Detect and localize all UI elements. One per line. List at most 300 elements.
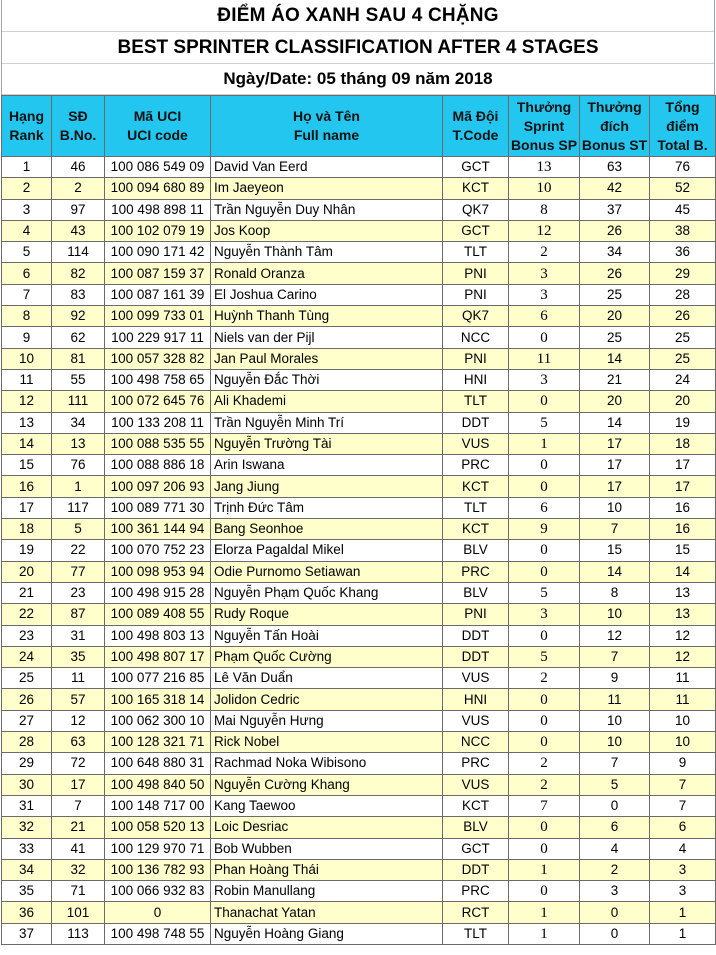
cell-team-code: DDT — [443, 646, 509, 667]
cell-uci-code: 100 089 408 55 — [105, 604, 211, 625]
cell-bonus-sprint: 0 — [509, 327, 580, 348]
table-row — [2, 476, 716, 497]
cell-total: 11 — [650, 689, 716, 710]
cell-team-code: GCT — [443, 838, 509, 859]
table-row — [2, 412, 716, 433]
cell-full-name: Trần Nguyễn Minh Trí — [211, 412, 443, 433]
cell-bib: 21 — [52, 817, 105, 838]
cell-team-code: BLV — [443, 582, 509, 603]
cell-bib: 117 — [52, 497, 105, 518]
table-row — [2, 625, 716, 646]
cell-rank: 7 — [2, 284, 52, 305]
cell-team-code: VUS — [443, 433, 509, 454]
cell-uci-code: 100 066 932 83 — [105, 881, 211, 902]
cell-team-code: TLT — [443, 497, 509, 518]
cell-bib: 17 — [52, 774, 105, 795]
cell-team-code: QK7 — [443, 306, 509, 327]
cell-rank: 9 — [2, 327, 52, 348]
cell-bonus-sprint: 0 — [509, 732, 580, 753]
cell-total: 19 — [650, 412, 716, 433]
col-header-uci: Mã UCI UCI code — [105, 96, 211, 157]
cell-full-name: Nguyễn Cường Khang — [211, 774, 443, 795]
cell-bonus-sprint: 0 — [509, 391, 580, 412]
cell-bonus-stage: 3 — [580, 881, 650, 902]
cell-bonus-stage: 17 — [580, 476, 650, 497]
cell-bib: 57 — [52, 689, 105, 710]
cell-uci-code: 100 498 758 65 — [105, 369, 211, 390]
cell-bonus-stage: 10 — [580, 604, 650, 625]
cell-bib: 32 — [52, 859, 105, 880]
cell-total: 45 — [650, 199, 716, 220]
cell-bib: 43 — [52, 220, 105, 241]
cell-team-code: RCT — [443, 902, 509, 923]
cell-total: 36 — [650, 242, 716, 263]
cell-total: 4 — [650, 838, 716, 859]
cell-total: 76 — [650, 157, 716, 178]
cell-team-code: HNI — [443, 689, 509, 710]
cell-uci-code: 100 498 748 55 — [105, 923, 211, 944]
cell-bonus-sprint: 2 — [509, 774, 580, 795]
cell-team-code: KCT — [443, 519, 509, 540]
cell-uci-code: 100 077 216 85 — [105, 668, 211, 689]
cell-rank: 35 — [2, 881, 52, 902]
cell-bonus-stage: 4 — [580, 838, 650, 859]
cell-full-name: Rick Nobel — [211, 732, 443, 753]
cell-bonus-sprint: 1 — [509, 902, 580, 923]
cell-bonus-sprint: 3 — [509, 284, 580, 305]
cell-team-code: KCT — [443, 178, 509, 199]
cell-bonus-sprint: 3 — [509, 369, 580, 390]
cell-total: 14 — [650, 561, 716, 582]
col-header-bib: SĐ B.No. — [52, 96, 105, 157]
cell-bonus-stage: 2 — [580, 859, 650, 880]
cell-uci-code: 100 129 970 71 — [105, 838, 211, 859]
cell-rank: 25 — [2, 668, 52, 689]
cell-total: 29 — [650, 263, 716, 284]
cell-total: 10 — [650, 710, 716, 731]
cell-total: 17 — [650, 476, 716, 497]
cell-bib: 82 — [52, 263, 105, 284]
table-row — [2, 859, 716, 880]
cell-uci-code: 0 — [105, 902, 211, 923]
cell-bonus-sprint: 5 — [509, 412, 580, 433]
cell-rank: 18 — [2, 519, 52, 540]
table-body — [2, 157, 716, 945]
cell-rank: 24 — [2, 646, 52, 667]
cell-team-code: VUS — [443, 668, 509, 689]
cell-uci-code: 100 086 549 09 — [105, 157, 211, 178]
cell-team-code: PNI — [443, 284, 509, 305]
cell-bonus-stage: 12 — [580, 625, 650, 646]
cell-rank: 2 — [2, 178, 52, 199]
cell-full-name: Bob Wubben — [211, 838, 443, 859]
cell-full-name: Nguyễn Tấn Hoài — [211, 625, 443, 646]
cell-bonus-sprint: 6 — [509, 306, 580, 327]
table-row — [2, 923, 716, 944]
cell-uci-code: 100 098 953 94 — [105, 561, 211, 582]
cell-team-code: BLV — [443, 540, 509, 561]
cell-team-code: VUS — [443, 774, 509, 795]
table-row — [2, 795, 716, 816]
table-row — [2, 178, 716, 199]
cell-bonus-sprint: 9 — [509, 519, 580, 540]
cell-bib: 111 — [52, 391, 105, 412]
cell-bonus-stage: 20 — [580, 306, 650, 327]
cell-total: 9 — [650, 753, 716, 774]
cell-total: 28 — [650, 284, 716, 305]
cell-bonus-stage: 7 — [580, 519, 650, 540]
cell-bonus-sprint: 5 — [509, 582, 580, 603]
cell-rank: 10 — [2, 348, 52, 369]
cell-bonus-stage: 8 — [580, 582, 650, 603]
cell-team-code: DDT — [443, 859, 509, 880]
cell-team-code: KCT — [443, 795, 509, 816]
table-row — [2, 455, 716, 476]
cell-team-code: DDT — [443, 625, 509, 646]
cell-team-code: TLT — [443, 923, 509, 944]
cell-uci-code: 100 097 206 93 — [105, 476, 211, 497]
cell-bib: 55 — [52, 369, 105, 390]
cell-bonus-sprint: 0 — [509, 881, 580, 902]
cell-uci-code: 100 090 171 42 — [105, 242, 211, 263]
cell-total: 1 — [650, 902, 716, 923]
table-row — [2, 220, 716, 241]
cell-full-name: Phạm Quốc Cường — [211, 646, 443, 667]
cell-bib: 81 — [52, 348, 105, 369]
cell-rank: 33 — [2, 838, 52, 859]
cell-bib: 77 — [52, 561, 105, 582]
cell-bib: 83 — [52, 284, 105, 305]
cell-rank: 3 — [2, 199, 52, 220]
cell-uci-code: 100 099 733 01 — [105, 306, 211, 327]
cell-bonus-sprint: 1 — [509, 433, 580, 454]
cell-uci-code: 100 229 917 11 — [105, 327, 211, 348]
cell-bonus-stage: 5 — [580, 774, 650, 795]
cell-bonus-sprint: 2 — [509, 242, 580, 263]
cell-rank: 31 — [2, 795, 52, 816]
cell-full-name: Ali Khademi — [211, 391, 443, 412]
cell-rank: 26 — [2, 689, 52, 710]
cell-rank: 15 — [2, 455, 52, 476]
cell-bib: 114 — [52, 242, 105, 263]
table-row — [2, 157, 716, 178]
cell-full-name: Jolidon Cedric — [211, 689, 443, 710]
cell-bonus-stage: 63 — [580, 157, 650, 178]
cell-team-code: BLV — [443, 817, 509, 838]
cell-uci-code: 100 062 300 10 — [105, 710, 211, 731]
cell-team-code: DDT — [443, 412, 509, 433]
cell-bib: 11 — [52, 668, 105, 689]
cell-total: 1 — [650, 923, 716, 944]
cell-total: 3 — [650, 881, 716, 902]
cell-bonus-sprint: 3 — [509, 604, 580, 625]
col-header-bonus-stage: Thưởng đích Bonus ST — [580, 96, 650, 157]
table-row — [2, 199, 716, 220]
cell-bonus-stage: 17 — [580, 455, 650, 476]
cell-rank: 28 — [2, 732, 52, 753]
table-row — [2, 284, 716, 305]
cell-team-code: PNI — [443, 348, 509, 369]
cell-bonus-stage: 14 — [580, 561, 650, 582]
cell-uci-code: 100 498 840 50 — [105, 774, 211, 795]
cell-uci-code: 100 102 079 19 — [105, 220, 211, 241]
cell-total: 16 — [650, 497, 716, 518]
cell-uci-code: 100 148 717 00 — [105, 795, 211, 816]
cell-rank: 27 — [2, 710, 52, 731]
cell-uci-code: 100 094 680 89 — [105, 178, 211, 199]
cell-rank: 8 — [2, 306, 52, 327]
cell-team-code: PRC — [443, 561, 509, 582]
cell-rank: 22 — [2, 604, 52, 625]
cell-bonus-stage: 10 — [580, 732, 650, 753]
cell-rank: 32 — [2, 817, 52, 838]
cell-total: 18 — [650, 433, 716, 454]
col-header-rank: Hạng Rank — [2, 96, 52, 157]
cell-bib: 22 — [52, 540, 105, 561]
cell-team-code: TLT — [443, 242, 509, 263]
cell-team-code: PNI — [443, 604, 509, 625]
cell-uci-code: 100 165 318 14 — [105, 689, 211, 710]
table-row — [2, 838, 716, 859]
table-row — [2, 732, 716, 753]
cell-rank: 36 — [2, 902, 52, 923]
cell-uci-code: 100 089 771 30 — [105, 497, 211, 518]
cell-bonus-sprint: 13 — [509, 157, 580, 178]
cell-uci-code: 100 088 886 18 — [105, 455, 211, 476]
cell-bib: 72 — [52, 753, 105, 774]
cell-rank: 21 — [2, 582, 52, 603]
table-row — [2, 561, 716, 582]
cell-uci-code: 100 072 645 76 — [105, 391, 211, 412]
cell-bonus-sprint: 0 — [509, 540, 580, 561]
cell-uci-code: 100 136 782 93 — [105, 859, 211, 880]
cell-full-name: Rudy Roque — [211, 604, 443, 625]
table-row — [2, 646, 716, 667]
table-row — [2, 881, 716, 902]
cell-total: 7 — [650, 795, 716, 816]
cell-full-name: Thanachat Yatan — [211, 902, 443, 923]
cell-full-name: Nguyễn Trường Tài — [211, 433, 443, 454]
cell-total: 24 — [650, 369, 716, 390]
cell-bib: 31 — [52, 625, 105, 646]
cell-bonus-sprint: 6 — [509, 497, 580, 518]
cell-bib: 13 — [52, 433, 105, 454]
header-row — [2, 96, 716, 157]
cell-full-name: Loic Desriac — [211, 817, 443, 838]
cell-full-name: Bang Seonhoe — [211, 519, 443, 540]
cell-bonus-stage: 26 — [580, 220, 650, 241]
cell-team-code: PRC — [443, 753, 509, 774]
cell-rank: 17 — [2, 497, 52, 518]
cell-total: 52 — [650, 178, 716, 199]
cell-total: 12 — [650, 646, 716, 667]
col-header-name: Họ và Tên Full name — [211, 96, 443, 157]
cell-team-code: TLT — [443, 391, 509, 412]
cell-uci-code: 100 648 880 31 — [105, 753, 211, 774]
cell-full-name: Odie Purnomo Setiawan — [211, 561, 443, 582]
cell-full-name: Jan Paul Morales — [211, 348, 443, 369]
cell-bonus-stage: 21 — [580, 369, 650, 390]
cell-team-code: QK7 — [443, 199, 509, 220]
cell-bonus-stage: 7 — [580, 646, 650, 667]
cell-full-name: Im Jaeyeon — [211, 178, 443, 199]
cell-bonus-stage: 6 — [580, 817, 650, 838]
cell-total: 16 — [650, 519, 716, 540]
cell-full-name: Elorza Pagaldal Mikel — [211, 540, 443, 561]
cell-bonus-stage: 10 — [580, 710, 650, 731]
cell-full-name: Lê Văn Duẩn — [211, 668, 443, 689]
date-line: Ngày/Date: 05 tháng 09 năm 2018 — [2, 64, 714, 95]
table-row — [2, 497, 716, 518]
cell-bib: 2 — [52, 178, 105, 199]
table-row — [2, 348, 716, 369]
cell-bonus-sprint: 2 — [509, 668, 580, 689]
cell-rank: 20 — [2, 561, 52, 582]
cell-rank: 5 — [2, 242, 52, 263]
cell-bonus-stage: 17 — [580, 433, 650, 454]
cell-rank: 23 — [2, 625, 52, 646]
title-english: BEST SPRINTER CLASSIFICATION AFTER 4 STAGES — [2, 32, 714, 64]
cell-rank: 30 — [2, 774, 52, 795]
cell-full-name: Nguyễn Hoàng Giang — [211, 923, 443, 944]
cell-full-name: El Joshua Carino — [211, 284, 443, 305]
cell-rank: 4 — [2, 220, 52, 241]
cell-bib: 71 — [52, 881, 105, 902]
cell-bonus-sprint: 7 — [509, 795, 580, 816]
cell-bonus-stage: 14 — [580, 348, 650, 369]
cell-rank: 11 — [2, 369, 52, 390]
cell-full-name: Nguyễn Đắc Thời — [211, 369, 443, 390]
cell-uci-code: 100 058 520 13 — [105, 817, 211, 838]
cell-bonus-stage: 26 — [580, 263, 650, 284]
table-row — [2, 306, 716, 327]
cell-bonus-sprint: 12 — [509, 220, 580, 241]
cell-total: 3 — [650, 859, 716, 880]
cell-bonus-sprint: 10 — [509, 178, 580, 199]
cell-full-name: Mai Nguyễn Hưng — [211, 710, 443, 731]
cell-total: 7 — [650, 774, 716, 795]
cell-rank: 29 — [2, 753, 52, 774]
cell-bonus-stage: 37 — [580, 199, 650, 220]
cell-total: 25 — [650, 348, 716, 369]
table-row — [2, 710, 716, 731]
cell-uci-code: 100 070 752 23 — [105, 540, 211, 561]
table-row — [2, 263, 716, 284]
cell-bonus-sprint: 2 — [509, 753, 580, 774]
cell-bonus-stage: 10 — [580, 497, 650, 518]
cell-team-code: PRC — [443, 455, 509, 476]
cell-uci-code: 100 128 321 71 — [105, 732, 211, 753]
cell-bonus-stage: 0 — [580, 923, 650, 944]
cell-bonus-sprint: 11 — [509, 348, 580, 369]
cell-bib: 35 — [52, 646, 105, 667]
cell-team-code: HNI — [443, 369, 509, 390]
title-vietnamese: ĐIỂM ÁO XANH SAU 4 CHẶNG — [2, 0, 714, 32]
cell-bonus-sprint: 5 — [509, 646, 580, 667]
cell-team-code: GCT — [443, 220, 509, 241]
cell-uci-code: 100 498 915 28 — [105, 582, 211, 603]
cell-bib: 101 — [52, 902, 105, 923]
cell-uci-code: 100 498 803 13 — [105, 625, 211, 646]
cell-bonus-sprint: 0 — [509, 710, 580, 731]
cell-rank: 12 — [2, 391, 52, 412]
cell-uci-code: 100 057 328 82 — [105, 348, 211, 369]
cell-bib: 62 — [52, 327, 105, 348]
cell-bib: 7 — [52, 795, 105, 816]
cell-bib: 97 — [52, 199, 105, 220]
cell-bonus-sprint: 0 — [509, 476, 580, 497]
cell-bonus-sprint: 8 — [509, 199, 580, 220]
cell-bonus-sprint: 0 — [509, 561, 580, 582]
cell-total: 20 — [650, 391, 716, 412]
cell-bonus-stage: 42 — [580, 178, 650, 199]
cell-bonus-sprint: 0 — [509, 455, 580, 476]
cell-bib: 5 — [52, 519, 105, 540]
cell-total: 13 — [650, 582, 716, 603]
cell-bib: 92 — [52, 306, 105, 327]
sprinter-table — [1, 95, 716, 945]
cell-bonus-stage: 15 — [580, 540, 650, 561]
table-row — [2, 689, 716, 710]
cell-uci-code: 100 088 535 55 — [105, 433, 211, 454]
cell-team-code: GCT — [443, 157, 509, 178]
cell-bib: 23 — [52, 582, 105, 603]
col-header-total: Tổng điểm Total B. — [650, 96, 716, 157]
cell-total: 13 — [650, 604, 716, 625]
cell-full-name: Nguyễn Thành Tâm — [211, 242, 443, 263]
table-row — [2, 902, 716, 923]
table-row — [2, 369, 716, 390]
table-row — [2, 540, 716, 561]
cell-bib: 12 — [52, 710, 105, 731]
cell-bonus-stage: 25 — [580, 284, 650, 305]
cell-total: 15 — [650, 540, 716, 561]
cell-total: 17 — [650, 455, 716, 476]
cell-full-name: Phan Hoàng Thái — [211, 859, 443, 880]
cell-total: 6 — [650, 817, 716, 838]
cell-rank: 6 — [2, 263, 52, 284]
cell-team-code: KCT — [443, 476, 509, 497]
cell-bib: 87 — [52, 604, 105, 625]
cell-team-code: PNI — [443, 263, 509, 284]
cell-bonus-sprint: 0 — [509, 689, 580, 710]
cell-rank: 37 — [2, 923, 52, 944]
cell-full-name: Niels van der Pijl — [211, 327, 443, 348]
cell-total: 10 — [650, 732, 716, 753]
cell-bib: 41 — [52, 838, 105, 859]
table-row — [2, 604, 716, 625]
cell-bonus-sprint: 1 — [509, 859, 580, 880]
cell-bonus-sprint: 0 — [509, 838, 580, 859]
cell-rank: 16 — [2, 476, 52, 497]
cell-rank: 1 — [2, 157, 52, 178]
cell-bonus-stage: 0 — [580, 902, 650, 923]
cell-full-name: Trịnh Đức Tâm — [211, 497, 443, 518]
cell-full-name: Jang Jiung — [211, 476, 443, 497]
cell-uci-code: 100 361 144 94 — [105, 519, 211, 540]
cell-full-name: Huỳnh Thanh Tùng — [211, 306, 443, 327]
cell-total: 11 — [650, 668, 716, 689]
cell-team-code: PRC — [443, 881, 509, 902]
cell-rank: 13 — [2, 412, 52, 433]
cell-uci-code: 100 087 159 37 — [105, 263, 211, 284]
cell-rank: 19 — [2, 540, 52, 561]
cell-bonus-stage: 20 — [580, 391, 650, 412]
cell-full-name: Trần Nguyễn Duy Nhân — [211, 199, 443, 220]
cell-bonus-stage: 9 — [580, 668, 650, 689]
title-block — [1, 0, 715, 95]
classification-sheet — [1, 0, 715, 945]
